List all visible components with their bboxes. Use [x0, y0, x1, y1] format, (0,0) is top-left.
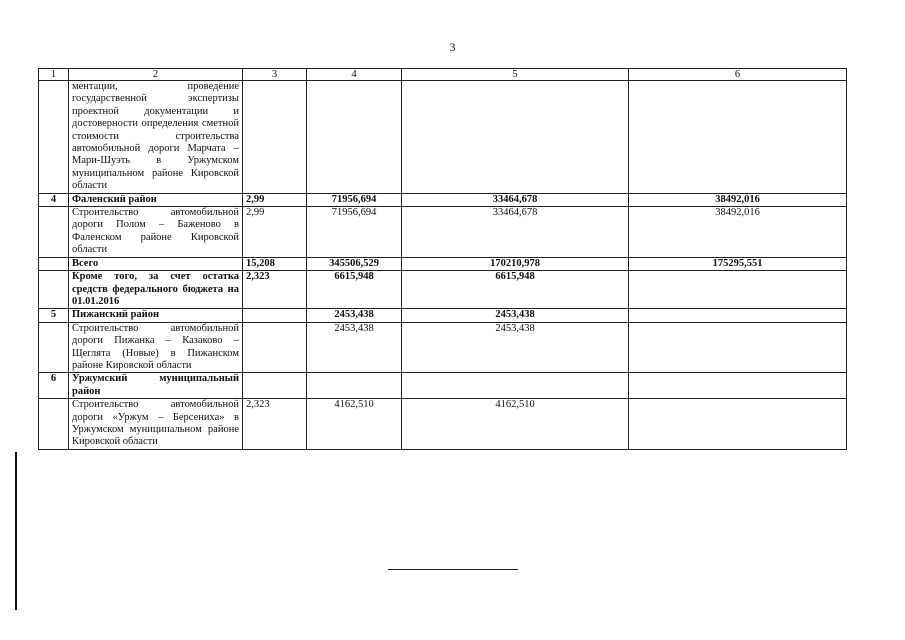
cell-federal — [402, 81, 629, 194]
cell-total — [307, 373, 402, 399]
cell-regional: 38492,016 — [629, 207, 847, 258]
cell-length: 2,323 — [243, 399, 307, 450]
cell-federal: 4162,510 — [402, 399, 629, 450]
end-rule — [388, 569, 518, 570]
table-header-row — [39, 69, 847, 81]
cell-total: 2453,438 — [307, 309, 402, 322]
table-row — [39, 81, 847, 194]
cell-regional: 175295,551 — [629, 257, 847, 270]
cell-description: ментации, проведение государственной экспертизы проектной документации и достоверности определения сметной стоимости строительства автомобильной дороги Марчата – Мари-Шуэть в Уржумском муниципальном районе Кировской области — [69, 81, 243, 194]
page-number: 3 — [449, 40, 456, 54]
column-header: 1 — [39, 69, 69, 81]
cell-description: Кроме того, за счет остатка средств федерального бюджета на 01.01.2016 — [69, 271, 243, 309]
cell-regional — [629, 81, 847, 194]
table-row — [39, 399, 847, 450]
cell-total — [307, 81, 402, 194]
cell-length — [243, 81, 307, 194]
cell-description: Строительство автомобильной дороги «Уржум – Берсениха» в Уржумском муниципальном районе Кировской области — [69, 399, 243, 450]
column-header: 6 — [629, 69, 847, 81]
cell-number — [39, 81, 69, 194]
cell-regional — [629, 309, 847, 322]
cell-number — [39, 399, 69, 450]
cell-description: Пижанский район — [69, 309, 243, 322]
cell-federal — [402, 373, 629, 399]
cell-number — [39, 322, 69, 373]
column-header: 5 — [402, 69, 629, 81]
cell-description: Строительство автомобильной дороги Полом – Баженово в Фаленском районе Кировской области — [69, 207, 243, 258]
table-row — [39, 322, 847, 373]
cell-number: 5 — [39, 309, 69, 322]
cell-federal: 33464,678 — [402, 207, 629, 258]
cell-federal: 2453,438 — [402, 322, 629, 373]
cell-description: Строительство автомобильной дороги Пижанка – Казаково – Щеглята (Новые) в Пижанском районе Кировской области — [69, 322, 243, 373]
cell-number — [39, 257, 69, 270]
cell-description: Фаленский район — [69, 193, 243, 206]
cell-length — [243, 309, 307, 322]
table-row — [39, 309, 847, 322]
cell-description: Всего — [69, 257, 243, 270]
cell-length: 2,99 — [243, 193, 307, 206]
cell-total: 6615,948 — [307, 271, 402, 309]
cell-total: 71956,694 — [307, 207, 402, 258]
table-row — [39, 373, 847, 399]
table-row — [39, 271, 847, 309]
cell-number — [39, 207, 69, 258]
cell-total: 345506,529 — [307, 257, 402, 270]
cell-regional — [629, 399, 847, 450]
column-header: 3 — [243, 69, 307, 81]
cell-total: 71956,694 — [307, 193, 402, 206]
cell-regional: 38492,016 — [629, 193, 847, 206]
cell-number: 6 — [39, 373, 69, 399]
column-header: 4 — [307, 69, 402, 81]
cell-length: 15,208 — [243, 257, 307, 270]
cell-length: 2,323 — [243, 271, 307, 309]
margin-line — [15, 452, 17, 610]
cell-total: 2453,438 — [307, 322, 402, 373]
cell-length — [243, 322, 307, 373]
cell-regional — [629, 322, 847, 373]
cell-federal: 170210,978 — [402, 257, 629, 270]
table-row — [39, 207, 847, 258]
cell-description: Уржумский муниципальный район — [69, 373, 243, 399]
cell-federal: 33464,678 — [402, 193, 629, 206]
budget-table — [38, 68, 847, 450]
cell-regional — [629, 373, 847, 399]
cell-federal: 6615,948 — [402, 271, 629, 309]
cell-number — [39, 271, 69, 309]
cell-federal: 2453,438 — [402, 309, 629, 322]
table-row — [39, 257, 847, 270]
table-row — [39, 193, 847, 206]
cell-total: 4162,510 — [307, 399, 402, 450]
column-header: 2 — [69, 69, 243, 81]
cell-length — [243, 373, 307, 399]
cell-regional — [629, 271, 847, 309]
cell-length: 2,99 — [243, 207, 307, 258]
cell-number: 4 — [39, 193, 69, 206]
